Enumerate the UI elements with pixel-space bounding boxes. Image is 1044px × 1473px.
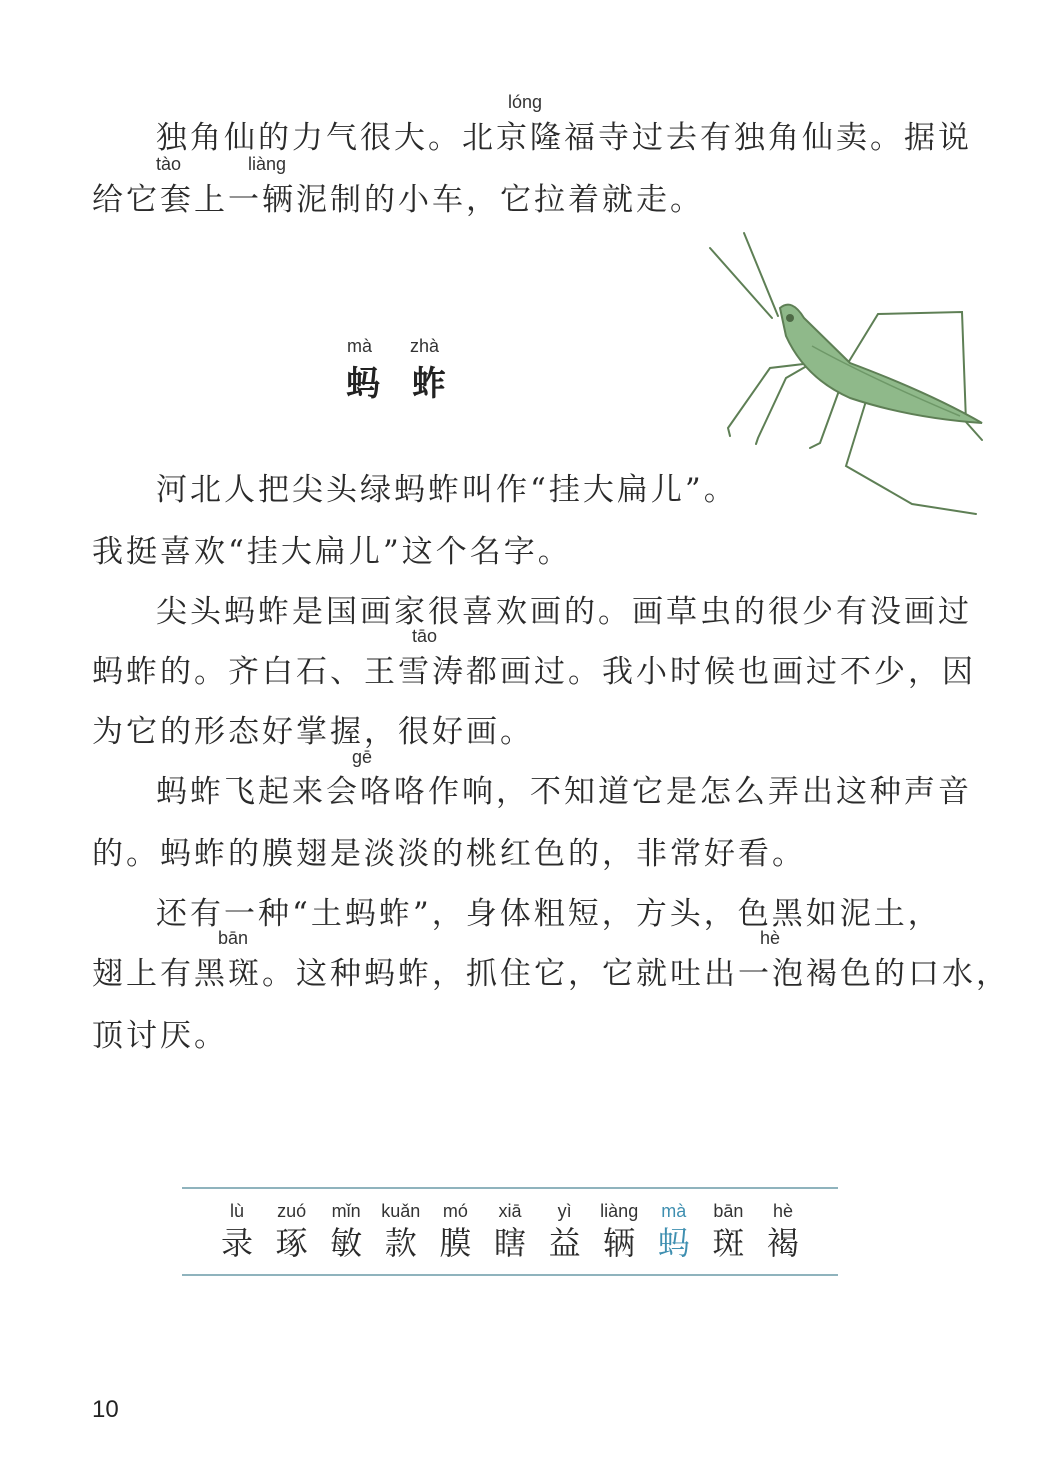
p2-line-3: 为它的形态好掌握，很好画。: [92, 714, 534, 750]
p1-line-1: 河北人把尖头绿蚂蚱叫作“挂大扁儿”。: [156, 472, 738, 508]
vocab-char: 辆: [603, 1224, 636, 1262]
vocab-pinyin: lù: [229, 1201, 244, 1221]
vocab-word: [756, 1198, 810, 1262]
vocab-word: [592, 1198, 646, 1262]
vocab-pinyin: liàng: [600, 1201, 639, 1221]
vocab-word: [428, 1198, 482, 1262]
vocab-word: [483, 1198, 537, 1262]
vocab-word: [210, 1198, 264, 1262]
title-char-1: 蚂: [346, 364, 380, 404]
title-char-2: 蚱: [412, 364, 446, 404]
vocab-word: [265, 1198, 319, 1262]
vocab-char: 蚂: [657, 1224, 690, 1262]
p4-line-2: 翅上有黑斑。这种蚂蚱，抓住它，它就吐出一泡褐色的口水，: [92, 956, 1010, 992]
p3-line-2: 的。蚂蚱的膜翅是淡淡的桃红色的，非常好看。: [92, 836, 806, 872]
vocab-pinyin: zuó: [277, 1201, 307, 1221]
vocab-char: 录: [220, 1224, 253, 1262]
pinyin-ban: bān: [218, 928, 249, 948]
vocab-word: [319, 1198, 373, 1262]
page-number: 10: [92, 1396, 119, 1423]
vocab-pinyin: kuǎn: [381, 1201, 421, 1221]
vocab-pinyin: bān: [713, 1201, 744, 1221]
vocab-char: 琢: [275, 1224, 308, 1262]
vocab-word: [374, 1198, 428, 1262]
intro-line-2: 给它套上一辆泥制的小车，它拉着就走。: [92, 182, 704, 218]
title-pinyin-2: zhà: [410, 336, 440, 356]
grasshopper-icon: [700, 228, 990, 528]
vocab-char: 褐: [766, 1224, 799, 1262]
vocab-char: 瞎: [493, 1224, 526, 1262]
p1-line-2: 我挺喜欢“挂大扁儿”这个名字。: [92, 534, 572, 570]
p3-line-1: 蚂蚱飞起来会咯咯作响，不知道它是怎么弄出这种声音: [156, 774, 972, 810]
title-pinyin-1: mà: [347, 336, 373, 356]
vocab-word: [647, 1198, 701, 1262]
intro-line-1: 独角仙的力气很大。北京隆福寺过去有独角仙卖。据说: [156, 120, 972, 156]
p4-line-1: 还有一种“土蚂蚱”，身体粗短，方头，色黑如泥土，: [156, 896, 942, 932]
vocab-pinyin: mó: [442, 1201, 468, 1221]
p4-line-3: 顶讨厌。: [92, 1018, 228, 1054]
vocab-bottom-rule: [182, 1274, 838, 1276]
pinyin-liang: liàng: [248, 154, 287, 174]
vocab-char: 款: [384, 1224, 417, 1262]
vocab-pinyin: xiā: [498, 1201, 522, 1221]
pinyin-ge: gē: [352, 747, 373, 767]
vocab-pinyin: mà: [661, 1201, 687, 1221]
vocab-top-rule: [182, 1187, 838, 1189]
vocab-pinyin: mǐn: [331, 1201, 361, 1221]
vocab-pinyin: hè: [772, 1201, 794, 1221]
p2-line-2: 蚂蚱的。齐白石、王雪涛都画过。我小时候也画过不少，因: [92, 654, 976, 690]
vocab-word: [701, 1198, 755, 1262]
pinyin-long: lóng: [508, 92, 543, 112]
pinyin-tao: tào: [156, 154, 182, 174]
p2-line-1: 尖头蚂蚱是国画家很喜欢画的。画草虫的很少有没画过: [156, 594, 972, 630]
pinyin-he: hè: [760, 928, 781, 948]
vocab-word: [538, 1198, 592, 1262]
vocab-char: 膜: [439, 1224, 472, 1262]
vocab-pinyin: yì: [557, 1201, 572, 1221]
pinyin-tao2: tāo: [412, 626, 438, 646]
vocab-char: 敏: [330, 1224, 363, 1262]
vocab-char: 益: [548, 1224, 581, 1262]
vocab-char: 斑: [712, 1224, 745, 1262]
